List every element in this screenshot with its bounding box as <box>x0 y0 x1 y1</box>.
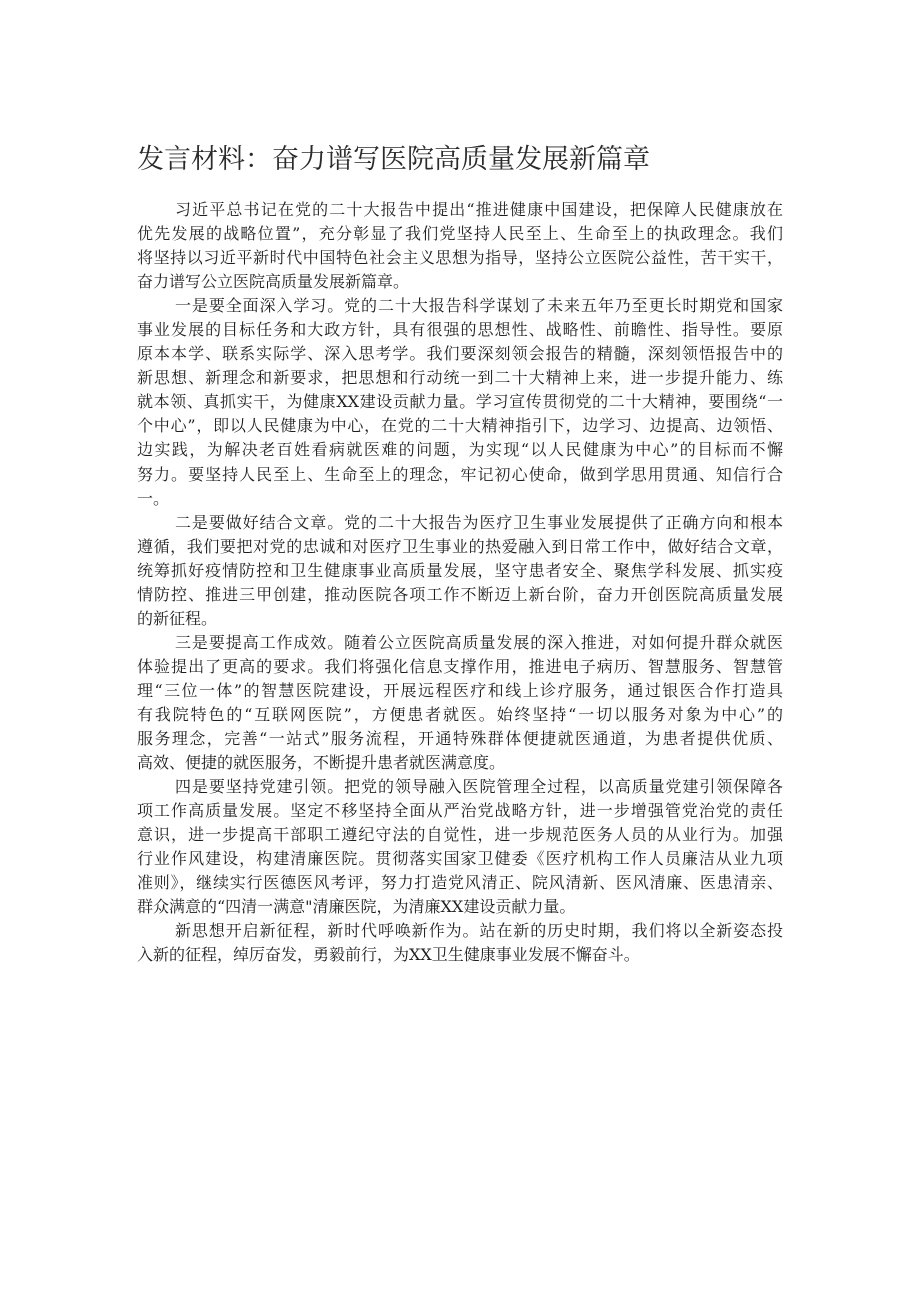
paragraph-line: 将坚持以习近平新时代中国特色社会主义思想为指导，坚持公立医院公益性，苦干实干， <box>137 248 783 268</box>
paragraph-line: 边实践，为解决老百姓看病就医难的问题，为实现“以人民健康为中心”的目标而不懈 <box>137 440 783 460</box>
document-title: 发言材料：奋力谱写医院高质量发展新篇章 <box>137 144 650 175</box>
paragraph-line: 新思想、新理念和新要求，把思想和行动统一到二十大精神上来，进一步提升能力、练 <box>137 368 783 388</box>
paragraph <box>137 198 783 294</box>
paragraph-line: 事业发展的目标任务和大政方针，具有很强的思想性、战略性、前瞻性、指导性。要原 <box>137 320 783 340</box>
paragraph-line: 体验提出了更高的要求。我们将强化信息支撑作用，推进电子病历、智慧服务、智慧管 <box>137 656 783 676</box>
paragraph-line: 奋力谱写公立医院高质量发展新篇章。 <box>137 272 410 292</box>
paragraph-line: 服务理念，完善“一站式”服务流程，开通特殊群体便捷就医通道，为患者提供优质、 <box>137 729 783 749</box>
paragraph-line: 准则》，继续实行医德医风考评，努力打造党风清正、院风清新、医风清廉、医患清亲、 <box>137 873 783 893</box>
paragraph-line: 个中心”，即以人民健康为中心，在党的二十大精神指引下，边学习、边提高、边领悟、 <box>137 416 783 436</box>
paragraph <box>137 919 783 967</box>
paragraph-line: 统筹抓好疫情防控和卫生健康事业高质量发展，坚守患者安全、聚焦学科发展、抓实疫 <box>137 560 783 580</box>
paragraph-line: 有我院特色的“互联网医院”，方便患者就医。始终坚持“一切以服务对象为中心”的 <box>137 704 783 724</box>
paragraph <box>137 511 783 631</box>
paragraph-line: 努力。要坚持人民至上、生命至上的理念，牢记初心使命，做到学思用贯通、知信行合 <box>137 464 783 484</box>
paragraph-line: 情防控、推进三甲创建，推动医院各项工作不断迈上新台阶，奋力开创医院高质量发展 <box>137 584 783 604</box>
paragraph-line: 二是要做好结合文章。党的二十大报告为医疗卫生事业发展提供了正确方向和根本 <box>175 512 783 532</box>
paragraph <box>137 294 783 510</box>
paragraph-line: 入新的征程，绰厉奋发，勇毅前行，为XX卫生健康事业发展不懈奋斗。 <box>137 945 640 965</box>
paragraph-line: 意识，进一步提高干部职工遵纪守法的自觉性，进一步规范医务人员的从业行为。加强 <box>137 825 783 845</box>
paragraph-line: 群众满意的“四清一满意"清廉医院，为清廉XX建设贡献力量。 <box>137 897 576 917</box>
paragraph-line: 就本领、真抓实干，为健康XX建设贡献力量。学习宣传贯彻党的二十大精神，要围绕“一 <box>137 392 783 412</box>
paragraph-line: 遵循，我们要把对党的忠诚和对医疗卫生事业的热爱融入到日常工作中，做好结合文章， <box>137 536 783 556</box>
paragraph-line: 项工作高质量发展。坚定不移坚持全面从严治党战略方针，进一步增强管党治党的责任 <box>137 801 783 821</box>
paragraph-line: 一是要全面深入学习。党的二十大报告科学谋划了未来五年乃至更长时期党和国家 <box>175 296 783 316</box>
paragraph-line: 优先发展的战略位置”，充分彰显了我们党坚持人民至上、生命至上的执政理念。我们 <box>137 224 783 244</box>
paragraph-line: 习近平总书记在党的二十大报告中提出“推进健康中国建设，把保障人民健康放在 <box>175 200 783 219</box>
paragraph-line: 三是要提高工作成效。随着公立医院高质量发展的深入推进，对如何提升群众就医 <box>175 632 783 652</box>
paragraph-line: 行业作风建设，构建清廉医院。贯彻落实国家卫健委《医疗机构工作人员廉洁从业九项 <box>137 849 783 869</box>
paragraph-line: 原本本学、联系实际学、深入思考学。我们要深刻领会报告的精髓，深刻领悟报告中的 <box>137 344 783 364</box>
document-body <box>137 198 783 968</box>
paragraph-line: 四是要坚持党建引领。把党的领导融入医院管理全过程，以高质量党建引领保障各 <box>175 777 783 797</box>
paragraph <box>137 775 783 919</box>
paragraph-line: 的新征程。 <box>137 608 218 628</box>
paragraph-line: 理“三位一体”的智慧医院建设，开展远程医疗和线上诊疗服务，通过银医合作打造具 <box>137 680 783 700</box>
paragraph-line: 高效、便捷的就医服务，不断提升患者就医满意度。 <box>137 753 506 773</box>
paragraph-line: 新思想开启新征程，新时代呼唤新作为。站在新的历史时期，我们将以全新姿态投 <box>175 921 783 941</box>
paragraph-line: 一。 <box>137 488 170 508</box>
paragraph <box>137 631 783 775</box>
